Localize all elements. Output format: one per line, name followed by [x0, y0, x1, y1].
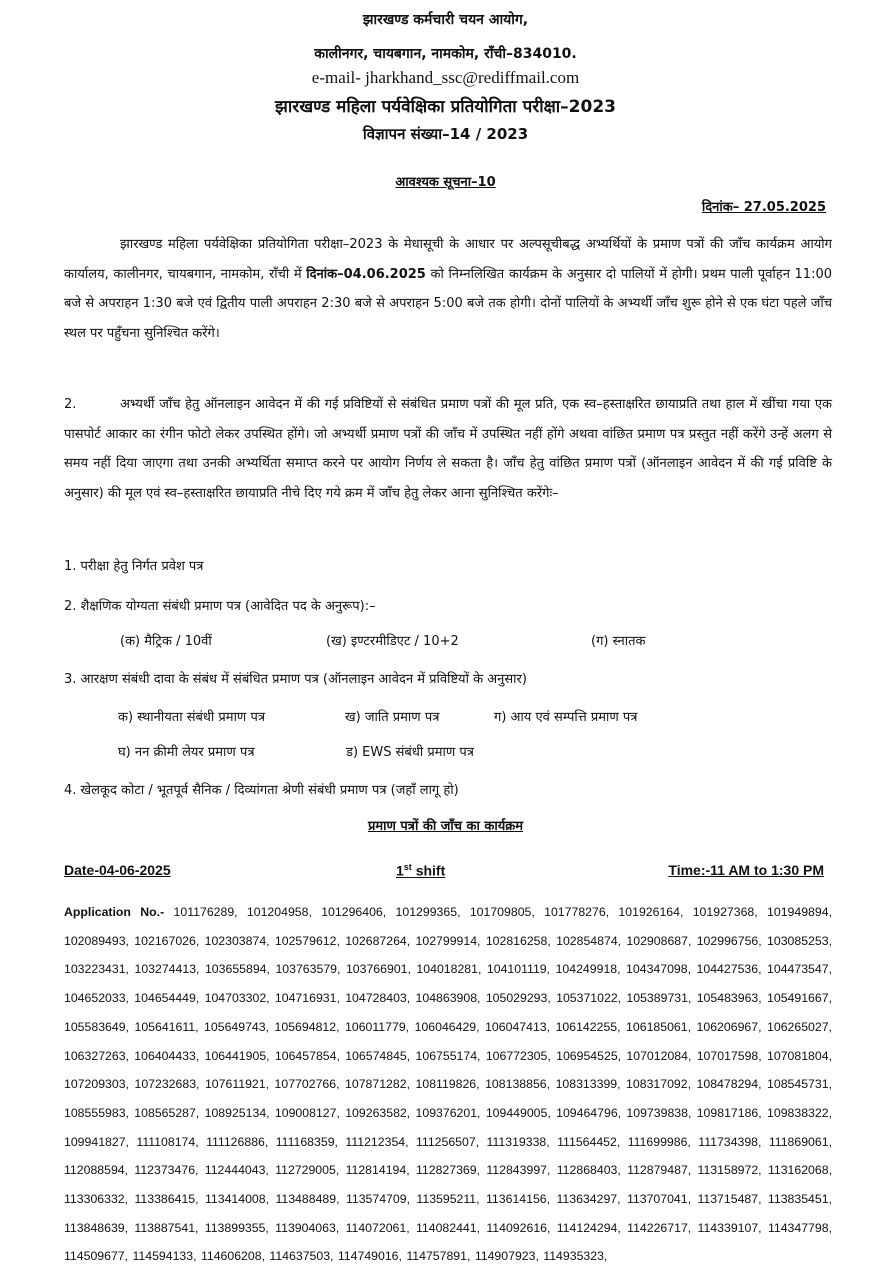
shift-label — [396, 862, 445, 879]
paragraph-2-number: 2. — [64, 397, 77, 412]
notice-date: दिनांक– 27.05.2025 — [701, 200, 826, 215]
shift-header — [64, 862, 824, 882]
list-item-1: 1. परीक्षा हेतु निर्गत प्रवेश पत्र — [64, 559, 204, 574]
list-item-2b: (ख) इण्टरमीडिएट / 10+2 — [326, 634, 459, 649]
application-list: 101176289, 101204958, 101296406, 101299365, 101709805, 101778276, 101926164, 101927368, 101949894, 102089493, 102167026, 102303874, 102579612, 102687264, 102799914, 102816258, 102854874, 102908687, 102996756, 103085253, 103223431, 103274413, 103655894, 103763579, 103766901, 104018281, 104101119, 104249918, 104347098, 104427536, 104473547, 104652033, 104654449, 104703302, 104716931, 104728403, 104863908, 105029293, 105371022, 105389731, 105483963, 105491667, 105583649, 105641611, 105649743, 105694812, 106011779, 106046429, 106047413, 106142255, 106185061, 106206967, 106265027, 106327263, 106404433, 106441905, 106457854, 106574845, 106755174, 106772305, 106954525, 107012084, 107017598, 107081804, 107209303, 107232683, 107611921, 107702766, 107871282, 108119826, 108138856, 108313399, 108317092, 108478294, 108545731, 108555983, 108565287, 108925134, 109008127, 109263582, 109376201, 109449005, 109464796, 109739838, 109817186, 109838322, 109941827, 111108174, 111126886, 111168359, 111212354, 111256507, 111319338, 111564452, 111699986, 111734398, 111869061, 112088594, 112373476, 112444043, 112729005, 112814194, 112827369, 112843997, 112868403, 112879487, 113158972, 113162068, 113306332, 113386415, 113414008, 113488489, 113574709, 113595211, 113614156, 113634297, 113707041, 113715487, 113835451, 113848639, 113887541, 113899355, 113904063, 114072061, 114082441, 114092616, 114124294, 114226717, 114339107, 114347798, 114509677, 114594133, 114606208, 114637503, 114749016, 114757891, 114907923, 114935323, — [64, 905, 832, 1264]
paragraph-1 — [64, 230, 832, 348]
org-address: कालीनगर, चायबगान, नामकोम, राँची–834010. — [314, 46, 577, 62]
list-item-4: 4. खेलकूद कोटा / भूतपूर्व सैनिक / दिव्यांगता श्रेणी संबंधी प्रमाण पत्र (जहाँ लागू हो) — [64, 783, 459, 798]
list-item-2a: (क) मैट्रिक / 10वीं — [120, 634, 212, 649]
org-name: झारखण्ड कर्मचारी चयन आयोग, — [362, 12, 529, 28]
list-item-2: 2. शैक्षणिक योग्यता संबंधी प्रमाण पत्र (आवेदित पद के अनुरूप):– — [64, 599, 376, 614]
application-numbers — [64, 898, 832, 1271]
paragraph-2-text: अभ्यर्थी जाँच हेतु ऑनलाइन आवेदन में की गई प्रविष्टियों से संबंधित प्रमाण पत्रों की मूल प्रति, एक स्व–हस्ताक्षरित छायाप्रति तथा हाल में खींचा गया एक पासपोर्ट आकार का रंगीन फोटो लेकर उपस्थित होंगे। जो अभ्यर्थी प्रमाण पत्रों की जाँच में उपस्थित नहीं होंगे अथवा वांछित प्रमाण पत्र प्रस्तुत नहीं करेंगे उन्हें अलग से समय नहीं दिया जाएगा तथा उनकी अभ्यर्थिता समाप्त करने पर आयोग निर्णय ले सकता है। जाँच हेतु वांछित प्रमाण पत्रों (ऑनलाइन आवेदन में की गई प्रविष्टि के अनुसार) की मूल एवं स्व–हस्ताक्षरित छायाप्रति नीचे दिए गये क्रम में जाँच हेतु लेकर आना सुनिश्चित करेंगेः– — [64, 397, 832, 501]
shift-word: shift — [411, 862, 446, 879]
list-item-3a: क) स्थानीयता संबंधी प्रमाण पत्र — [118, 710, 266, 725]
verification-date: दिनांक–04.06.2025 — [306, 266, 426, 282]
paragraph-1-text-a: झारखण्ड महिला पर्यवेक्षिका प्रतियोगिता परीक्षा–2023 के मेधासूची के आधार पर अल्पसूचीबद्ध अभ्यर्थियों के प्रमाण पत्रों की जाँच कार्यक्रम आयोग कार्यालय, कालीनगर, चायबगान, नामकोम, राँची में — [64, 237, 832, 282]
shift-ordinal: st — [403, 862, 412, 872]
list-item-3: 3. आरक्षण संबंधी दावा के संबंध में संबंधित प्रमाण पत्र (ऑनलाइन आवेदन में प्रविष्टियों के अनुसार) — [64, 672, 527, 687]
org-email: e-mail- jharkhand_ssc@rediffmail.com — [311, 68, 580, 87]
list-item-3d: घ) नन क्रीमी लेयर प्रमाण पत्र — [118, 745, 255, 760]
paragraph-1-text-b: को निम्नलिखित कार्यक्रम के अनुसार दो पालियों में होगी। प्रथम पाली पूर्वाहन 11:00 बजे से अपराहन 1:30 बजे एवं द्वितीय पाली अपराहन 2:30 बजे से अपराहन 5:00 बजे तक होगी। दोनों पालियों के अभ्यर्थी जाँच शुरू होने से एक घंटा पहले जाँच स्थल पर पहुँचना सुनिश्चित करेंगे। — [64, 266, 832, 341]
application-label: Application No.- — [64, 905, 165, 919]
paragraph-2 — [64, 390, 832, 508]
shift-time: Time:-11 AM to 1:30 PM — [668, 862, 824, 878]
advertisement-number: विज्ञापन संख्या–14 / 2023 — [362, 125, 529, 143]
schedule-date: Date-04-06-2025 — [64, 862, 171, 878]
list-item-3b: ख) जाति प्रमाण पत्र — [345, 710, 440, 725]
list-item-2c: (ग) स्नातक — [591, 634, 646, 649]
list-item-3c: ग) आय एवं सम्पत्ति प्रमाण पत्र — [494, 710, 638, 725]
schedule-title: प्रमाण पत्रों की जाँच का कार्यक्रम — [367, 819, 524, 834]
list-item-3e: ड) EWS संबंधी प्रमाण पत्र — [346, 745, 474, 760]
shift-number: 1 — [396, 862, 404, 879]
exam-title: झारखण्ड महिला पर्यवेक्षिका प्रतियोगिता परीक्षा–2023 — [274, 97, 616, 117]
notice-title: आवश्यक सूचना–10 — [395, 175, 496, 190]
